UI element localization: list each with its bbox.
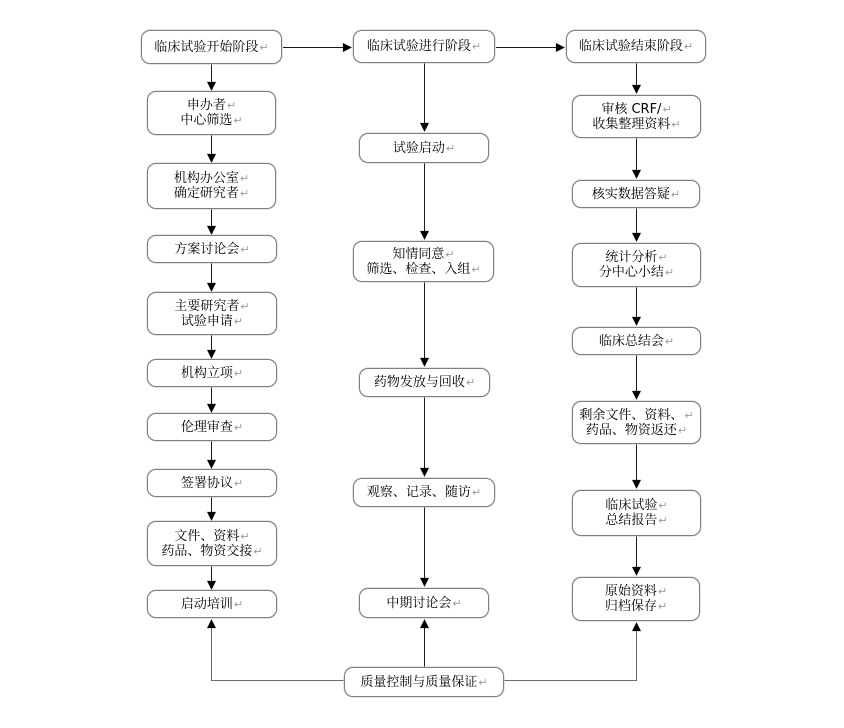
box-text-line: 收集整理资料↵ [592, 116, 681, 132]
node-clinical-trial-summary-report [572, 490, 701, 536]
return-mark: ↵ [233, 597, 244, 611]
box-text-line: 试验申请↵ [180, 313, 244, 329]
node-observation-record-followup [353, 478, 495, 507]
node-clinical-trial-end-phase [566, 30, 706, 63]
return-mark: ↵ [445, 247, 455, 261]
return-mark: ↵ [658, 514, 668, 527]
return-mark: ↵ [240, 242, 250, 256]
box-text-line: 方案讨论会↵ [174, 241, 250, 257]
box-text-line: 机构立项↵ [180, 365, 244, 381]
node-review-crf-collect-materials [572, 95, 701, 138]
return-mark: ↵ [658, 251, 668, 264]
return-mark: ↵ [226, 99, 237, 112]
return-mark: ↵ [677, 423, 688, 437]
return-mark: ↵ [240, 299, 250, 313]
return-mark: ↵ [452, 596, 462, 610]
return-mark: ↵ [445, 141, 456, 155]
box-text-line: 中期讨论会↵ [386, 595, 462, 611]
return-mark: ↵ [471, 262, 481, 276]
return-mark: ↵ [233, 114, 243, 127]
node-ethics-review [147, 413, 277, 441]
return-mark: ↵ [259, 40, 269, 54]
box-text-line: 审核 CRF/↵ [601, 101, 672, 117]
node-statistical-analysis-subcenter-summary [572, 243, 701, 287]
arrow-quality-to-archive [504, 623, 637, 681]
node-quality-control-assurance [344, 667, 504, 697]
node-remaining-materials-return [572, 401, 701, 444]
return-mark: ↵ [233, 420, 244, 434]
return-mark: ↵ [662, 102, 672, 116]
node-sponsor-center-screening [147, 91, 276, 135]
box-text-line: 机构办公室↵ [173, 171, 250, 186]
box-text-line: 签署协议↵ [180, 475, 244, 491]
return-mark: ↵ [684, 408, 694, 422]
box-text-line: 主要研究者↵ [174, 298, 250, 314]
return-mark: ↵ [478, 675, 488, 689]
node-documents-materials-handover [147, 521, 277, 566]
box-text-line: 启动培训↵ [180, 596, 244, 612]
box-text-line: 质量控制与质量保证↵ [360, 674, 488, 690]
return-mark: ↵ [471, 486, 482, 499]
return-mark: ↵ [657, 585, 668, 598]
box-text-line: 中心筛选↵ [180, 113, 243, 128]
box-text-line: 临床试验结束阶段↵ [578, 39, 694, 54]
node-midterm-discussion-meeting [359, 588, 489, 618]
return-mark: ↵ [233, 366, 244, 380]
node-sign-agreement [147, 469, 277, 497]
node-clinical-summary-meeting [572, 327, 701, 355]
return-mark: ↵ [658, 499, 668, 512]
box-text-line: 核实数据答疑↵ [591, 186, 681, 202]
box-text-line: 观察、记录、随访↵ [366, 485, 482, 500]
node-clinical-trial-ongoing-phase [353, 30, 495, 63]
box-text-line: 临床试验↵ [605, 498, 668, 513]
return-mark: ↵ [683, 40, 694, 53]
box-text-line: 剩余文件、资料、↵ [579, 407, 694, 423]
return-mark: ↵ [233, 476, 244, 490]
node-protocol-discussion-meeting [147, 235, 277, 263]
return-mark: ↵ [471, 40, 482, 53]
box-text-line: 药物发放与回收↵ [373, 375, 476, 390]
return-mark: ↵ [670, 187, 681, 201]
box-text-line: 伦理审查↵ [180, 419, 244, 435]
box-text-line: 临床总结会↵ [598, 333, 675, 349]
node-pi-trial-application [147, 292, 277, 335]
box-text-line: 归档保存↵ [604, 599, 668, 614]
box-text-line: 临床试验开始阶段↵ [154, 39, 269, 55]
node-institution-project-approval [147, 359, 277, 387]
box-text-line: 知情同意↵ [392, 246, 455, 262]
box-text-line: 药品、物资返还↵ [585, 422, 688, 438]
return-mark: ↵ [664, 334, 675, 348]
box-text-line: 文件、资料↵ [174, 528, 250, 544]
box-text-line: 分中心小结↵ [598, 265, 675, 280]
box-text-line: 筛选、检查、入组↵ [366, 261, 481, 277]
node-original-materials-archive [572, 577, 700, 621]
node-startup-training [147, 590, 277, 618]
box-text-line: 统计分析↵ [605, 250, 668, 265]
box-text-line: 申办者↵ [186, 98, 237, 113]
return-mark: ↵ [664, 266, 675, 279]
return-mark: ↵ [253, 544, 263, 558]
box-text-line: 总结报告↵ [605, 513, 668, 528]
node-verify-data-queries [572, 180, 700, 208]
arrow-quality-to-startup-training [212, 620, 345, 681]
node-office-confirm-researcher [147, 163, 276, 209]
node-drug-dispensing-recovery [359, 368, 490, 397]
box-text-line: 药品、物资交接↵ [161, 543, 263, 559]
box-text-line: 临床试验进行阶段↵ [366, 39, 482, 54]
return-mark: ↵ [671, 117, 681, 131]
return-mark: ↵ [239, 172, 250, 185]
box-text-line: 确定研究者↵ [173, 186, 250, 201]
return-mark: ↵ [240, 529, 250, 543]
box-text-line: 原始资料↵ [604, 584, 668, 599]
node-trial-initiation [359, 133, 489, 163]
return-mark: ↵ [239, 187, 250, 200]
box-text-line: 试验启动↵ [392, 140, 456, 156]
return-mark: ↵ [465, 376, 476, 389]
node-clinical-trial-start-phase [141, 30, 282, 64]
return-mark: ↵ [233, 314, 244, 328]
node-informed-consent-enrollment [353, 241, 494, 282]
return-mark: ↵ [657, 600, 668, 613]
